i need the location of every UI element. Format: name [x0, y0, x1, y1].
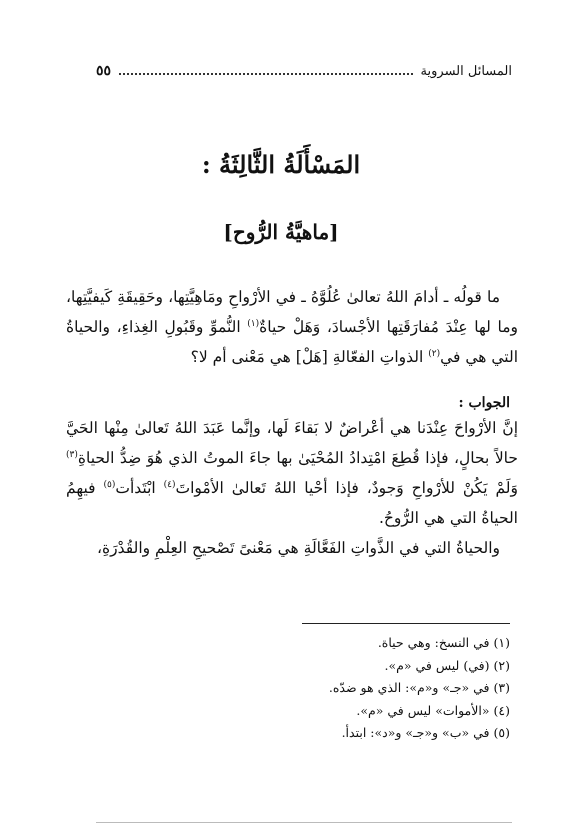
footnote-marker: (٥)	[493, 725, 510, 740]
footnote-separator	[302, 623, 510, 624]
footnote-text: (في) ليس في «م».	[384, 657, 490, 673]
question-part-3: الذواتِ الفعّالةِ [هَلْ] هي مَعْنى أم لا؟	[190, 348, 429, 366]
answer-paragraph-1	[66, 413, 518, 533]
footnote-ref-1: (١)	[247, 318, 260, 329]
question-part-1: ما قولُه ـ أدامَ اللهُ تعالىٰ عُلُوَّهُ ـ في الأرْواحِ ومَاهِيَّتِها، وحَقِيقَةِ كَيفيَّتِها، وما لها عِنْدَ مُفارَقَتِها الأجْسادَ، وَهَلْ حياةٌ	[66, 288, 518, 336]
footnote-ref-4: (٤)	[163, 479, 176, 490]
answer-label: الجواب :	[458, 395, 510, 411]
answer-body	[66, 413, 518, 563]
footnote-item	[210, 700, 510, 723]
footnote-text: في النسخ: وهي حياة.	[377, 635, 490, 650]
question-paragraph	[66, 282, 518, 372]
footnote-item	[210, 677, 510, 700]
footnote-text: في «جـ» و«م»: الذي هو ضدّه.	[328, 680, 490, 695]
answer-p1-part-3: ابْتَدأت	[115, 479, 164, 497]
footnote-ref-3: (٣)	[66, 449, 78, 460]
section-heading: المَسْأَلَةُ الثَّالِثَةُ :	[201, 150, 361, 179]
answer-p1-part-4: فيهِمُ الحياةُ التي هي الرُّوحُ.	[66, 479, 518, 527]
question-text	[66, 282, 518, 372]
footnote-marker: (٣)	[493, 680, 510, 695]
question-part-2: النُّموِّ وقَبُولِ الغِذاءِ، والحياةُ التي هي في	[66, 318, 518, 366]
footnote-text: في «ب» و«جـ» و«د»: ابتدأ.	[341, 725, 490, 740]
running-header	[96, 58, 512, 84]
page-bottom-edge	[96, 822, 512, 823]
dotted-leader	[119, 73, 413, 75]
answer-p1-part-2: وَلَمْ يَكُنْ للأرْواحِ وَجودٌ، فإذا أحْيا اللهُ تَعالىٰ الأمْواتَ	[175, 479, 518, 497]
footnotes	[210, 632, 510, 745]
answer-paragraph-2: والحياةُ التي في الذَّواتِ الفَعَّالَةِ هي مَعْنىً تَصْحيحِ العِلْمِ والقُدْرَةِ،	[97, 539, 500, 557]
footnote-item	[210, 632, 510, 655]
section-subtitle: [ماهيَّةُ الرُّوح]	[223, 220, 339, 244]
footnote-ref-5: (٥)	[103, 479, 116, 490]
footnote-marker: (٢)	[493, 657, 510, 673]
footnote-ref-2: (٢)	[428, 348, 441, 359]
footnote-item	[210, 655, 510, 678]
book-title: المسائل السروية	[420, 63, 512, 79]
footnote-text: «الأموات» ليس في «م».	[356, 702, 490, 718]
answer-p1-part-1: إنَّ الأرْواحَ عِنْدَنا هي أعْراضٌ لا بَقاءَ لَها، وإنَّما عَبَدَ اللهُ تَعالىٰ مِنْها الحَيَّ حالاً بحالٍ، فإذا قُطِعَ امْتِدادُ المُحْيَىٰ بها جاءَ الموتُ الذي هُوَ ضِدُّ الحياةِ	[66, 419, 518, 467]
footnote-marker: (١)	[493, 635, 510, 650]
page-number: ٥٥	[96, 63, 112, 79]
footnote-marker: (٤)	[493, 702, 510, 718]
footnote-item	[210, 722, 510, 745]
